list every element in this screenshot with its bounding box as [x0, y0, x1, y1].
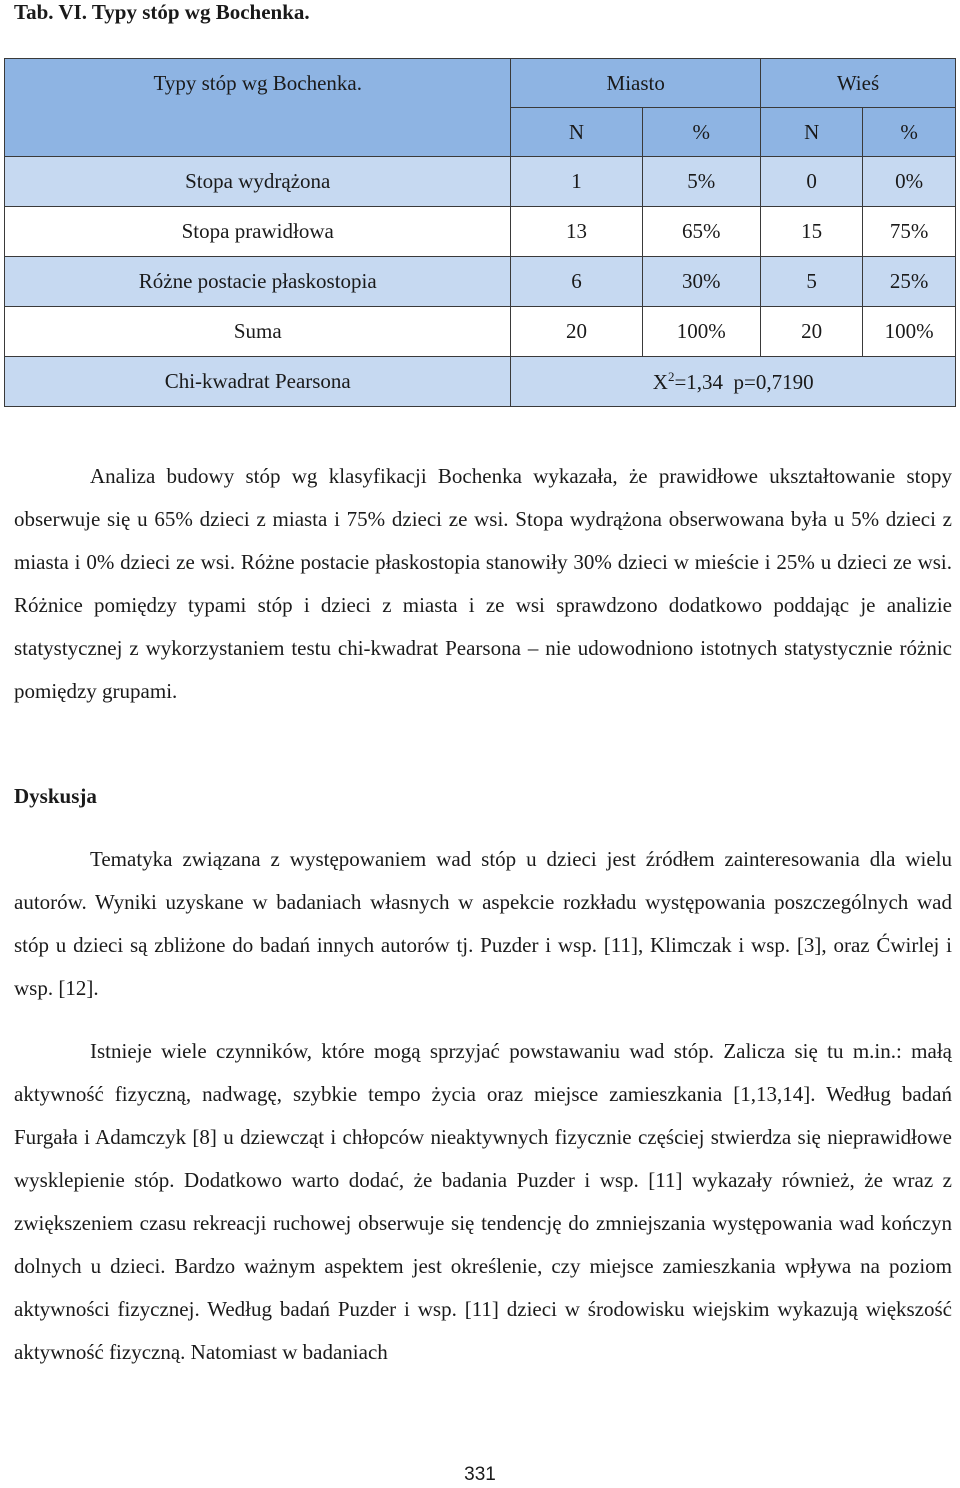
row-label: Różne postacie płaskostopia	[5, 257, 511, 307]
table-row	[5, 207, 956, 257]
cell-pct-village: 100%	[863, 307, 956, 357]
cell-pct-city: 5%	[642, 157, 760, 207]
chi-square-value	[511, 357, 956, 407]
table-row	[5, 157, 956, 207]
table-corner-cell	[5, 59, 511, 157]
group-header-city: Miasto	[511, 59, 761, 108]
discussion-paragraph-1: Tematyka związana z występowaniem wad stóp u dzieci jest źródłem zainteresowania dla wielu autorów. Wyniki uzyskane w badaniach własnych w aspekcie rozkładu występowania poszczególnych wad stóp u dzieci są zbliżone do badań innych autorów tj. Puzder i wsp. [11], Klimczak i wsp. [3], oraz Ćwirlej i wsp. [12].	[14, 847, 952, 1000]
cell-n-city: 1	[511, 157, 642, 207]
discussion-paragraph-2: Istnieje wiele czynników, które mogą sprzyjać powstawaniu wad stóp. Zalicza się tu m.in.: małą aktywność fizyczną, nadwagę, szybkie tempo życia oraz miejsce zamieszkania [1,13,14]. Według badań Furgała i Adamczyk [8] u dziewcząt i chłopców nieaktywnych fizycznie częściej stwierdza się nieprawidłowe wysklepienie stóp. Dodatkowo warto dodać, że badania Puzder i wsp. [11] wykazały również, że wraz z zwiększeniem czasu rekreacji ruchowej obserwuje się tendencję do zmniejszania występowania wad kończyn dolnych u dzieci. Bardzo ważnym aspektem jest określenie, czy miejsce zamieszkania wpływa na poziom aktywności fizycznej. Według badań Puzder i wsp. [11] dzieci w środowisku wiejskim wykazują większość aktywność fizyczną. Natomiast w badaniach	[14, 1039, 952, 1364]
cell-pct-city: 65%	[642, 207, 760, 257]
chi-square-label: Chi-kwadrat Pearsona	[5, 357, 511, 407]
cell-n-village: 15	[760, 207, 862, 257]
subheader-pct-village: %	[863, 108, 956, 157]
row-label: Stopa wydrążona	[5, 157, 511, 207]
cell-pct-village: 0%	[863, 157, 956, 207]
cell-pct-village: 25%	[863, 257, 956, 307]
results-paragraph-block	[14, 455, 952, 713]
table-caption: Tab. VI. Typy stóp wg Bochenka.	[14, 0, 310, 24]
chi-result: =1,34 p=0,7190	[674, 369, 814, 394]
cell-n-city: 20	[511, 307, 642, 357]
results-paragraph: Analiza budowy stóp wg klasyfikacji Bochenka wykazała, że prawidłowe ukształtowanie stopy obserwuje się u 65% dzieci z miasta i 75% dzieci ze wsi. Stopa wydrążona obserwowana była u 5% dzieci z miasta i 0% dzieci ze wsi. Różne postacie płaskostopia stanowiły 30% dzieci w mieście i 25% u dzieci ze wsi. Różnice pomiędzy typami stóp i dzieci z miasta i ze wsi sprawdzono dodatkowo poddając je analizie statystycznej z wykorzystaniem testu chi-kwadrat Pearsona – nie udowodniono istotnych statystycznie różnic pomiędzy grupami.	[14, 464, 952, 703]
subheader-pct-city: %	[642, 108, 760, 157]
cell-n-city: 13	[511, 207, 642, 257]
discussion-paragraph-2-block	[14, 1030, 952, 1374]
table-header-row	[5, 59, 956, 108]
cell-n-village: 0	[760, 157, 862, 207]
row-label: Suma	[5, 307, 511, 357]
table-corner-label: Typy stóp wg Bochenka.	[153, 71, 362, 95]
chi-superscript: 2	[667, 368, 675, 384]
cell-n-village: 5	[760, 257, 862, 307]
row-label: Stopa prawidłowa	[5, 207, 511, 257]
page-number: 331	[464, 1464, 496, 1485]
cell-n-village: 20	[760, 307, 862, 357]
cell-n-city: 6	[511, 257, 642, 307]
discussion-paragraph-1-block	[14, 838, 952, 1010]
section-heading: Dyskusja	[14, 784, 97, 808]
cell-pct-village: 75%	[863, 207, 956, 257]
chi-symbol: X	[652, 369, 668, 394]
subheader-n-village: N	[760, 108, 862, 157]
chi-square-row	[5, 357, 956, 407]
group-header-village: Wieś	[760, 59, 955, 108]
cell-pct-city: 30%	[642, 257, 760, 307]
cell-pct-city: 100%	[642, 307, 760, 357]
subheader-n-city: N	[511, 108, 642, 157]
table-row	[5, 307, 956, 357]
table-row	[5, 257, 956, 307]
foot-types-table	[4, 58, 956, 407]
